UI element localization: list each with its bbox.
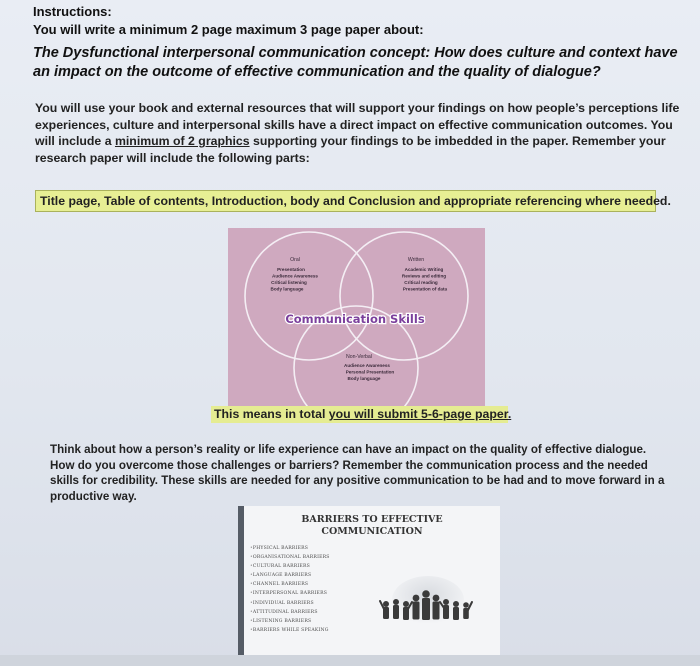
written-item: Critical reading bbox=[404, 280, 438, 285]
total-pages-highlight bbox=[211, 406, 512, 423]
barriers-title-line1: BARRIERS TO EFFECTIVE bbox=[301, 514, 443, 525]
instructions-paragraph bbox=[35, 100, 685, 166]
paper-topic: The Dysfunctional interpersonal communication concept: How does culture and context have an impact on the outcome of effective communication and the quality of dialogue? bbox=[33, 45, 678, 80]
bottom-edge bbox=[0, 655, 700, 666]
oral-item: Audience Awareness bbox=[272, 273, 318, 279]
venn-diagram bbox=[228, 228, 485, 415]
nonverbal-title: Non-Verbal bbox=[346, 354, 372, 360]
nonverbal-item: Personal Presentation bbox=[345, 369, 395, 375]
center-label: Communication Skills bbox=[285, 312, 425, 326]
barriers-list bbox=[250, 544, 330, 635]
barrier-item: • INDIVIDUAL BARRIERS bbox=[250, 599, 330, 608]
barrier-item: • CHANNEL BARRIERS bbox=[250, 580, 330, 589]
barrier-item: • BARRIERS WHILE SPEAKING bbox=[250, 626, 330, 635]
barrier-item: • PHYSICAL BARRIERS bbox=[250, 544, 330, 553]
barrier-item: • CULTURAL BARRIERS bbox=[250, 562, 330, 571]
written-title: Written bbox=[407, 257, 425, 263]
para1-text-end: supporting your findings to be imbedded in the paper. Remember your research paper will include the following parts: bbox=[35, 134, 666, 165]
written-item: Academic Writing bbox=[404, 267, 444, 272]
communication-skills-venn bbox=[228, 228, 485, 415]
written-circle bbox=[340, 232, 468, 360]
nonverbal-item: Body language bbox=[347, 376, 381, 381]
barrier-item: • LISTENING BARRIERS bbox=[250, 617, 330, 626]
barrier-item: • ATTITUDINAL BARRIERS bbox=[250, 608, 330, 617]
oral-item: Body language bbox=[270, 286, 304, 292]
barriers-graphic-sidebar bbox=[238, 506, 244, 666]
barriers-title-line2: COMMUNICATION bbox=[321, 526, 423, 537]
graphics-requirement: minimum of 2 graphics bbox=[114, 134, 250, 148]
assignment-length: You will write a minimum 2 page maximum 3 page paper about: bbox=[33, 22, 424, 37]
oral-item: Presentation bbox=[277, 267, 305, 272]
para1-text-start: You will use your book and external resources that will support your findings on how people’s perceptions life experiences, culture and interpersonal skills have a direct impact on effective communication outcomes. You will include a bbox=[35, 101, 680, 148]
barrier-item: • LANGUAGE BARRIERS bbox=[250, 571, 330, 580]
barriers-title bbox=[262, 514, 482, 538]
oral-item: Critical listening bbox=[271, 280, 307, 285]
total-underlined: you will submit 5-6-page paper. bbox=[328, 407, 512, 421]
written-item: Presentation of data bbox=[402, 286, 448, 292]
instructions-heading: Instructions: bbox=[33, 4, 112, 19]
total-prefix: This means in total bbox=[214, 407, 329, 421]
barrier-item: • INTERPERSONAL BARRIERS bbox=[250, 589, 330, 598]
paper-parts-highlight: Title page, Table of contents, Introduction, body and Conclusion and appropriate referencing where needed. bbox=[35, 190, 656, 212]
oral-circle bbox=[245, 232, 373, 360]
nonverbal-item: Audience Awareness bbox=[344, 363, 390, 368]
people-crowd-icon bbox=[372, 572, 482, 642]
oral-title: Oral bbox=[290, 257, 300, 263]
barrier-item: • ORGANISATIONAL BARRIERS bbox=[250, 553, 330, 562]
reflection-paragraph: Think about how a person’s reality or life experience can have an impact on the quality of effective dialogue. How do you overcome those challenges or barriers? Remember the communication process and the needed skills for credibility. These skills are needed for any positive communication to be had and to move forward in a productive way. bbox=[50, 443, 665, 503]
written-item: Reviews and editing bbox=[401, 273, 447, 279]
